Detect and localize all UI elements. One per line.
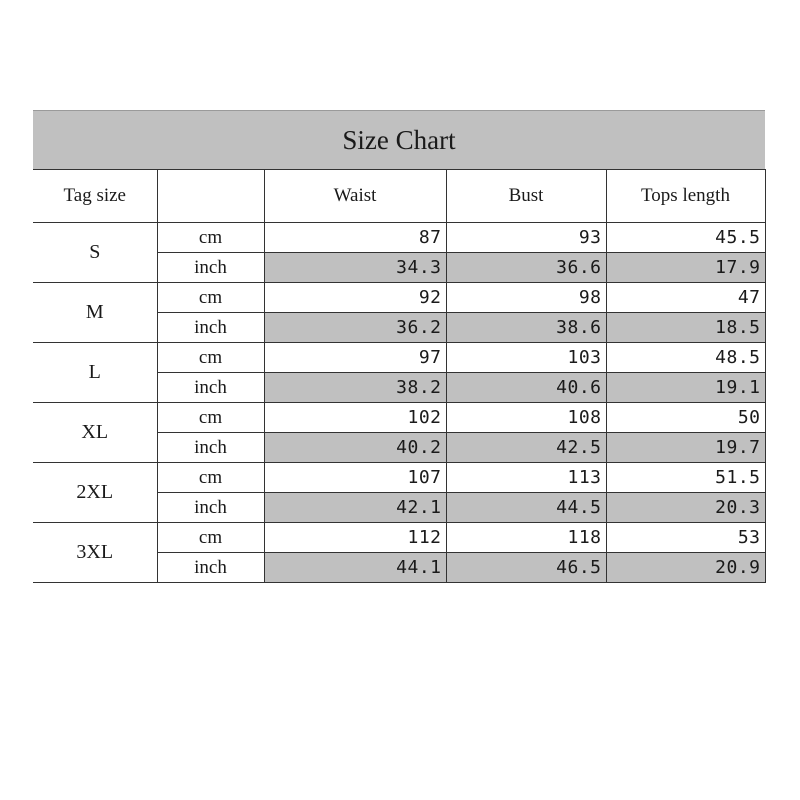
unit-label: inch: [157, 373, 264, 403]
unit-label: cm: [157, 403, 264, 433]
size-label: M: [33, 283, 157, 343]
unit-label: inch: [157, 313, 264, 343]
waist-value: 36.2: [264, 313, 446, 343]
tops-length-value: 45.5: [606, 223, 765, 253]
table-row-cm: [33, 343, 765, 373]
unit-label: cm: [157, 523, 264, 553]
tops-length-value: 20.3: [606, 493, 765, 523]
bust-value: 93: [446, 223, 606, 253]
unit-label: cm: [157, 343, 264, 373]
bust-value: 46.5: [446, 553, 606, 583]
waist-value: 107: [264, 463, 446, 493]
size-label: 2XL: [33, 463, 157, 523]
bust-value: 40.6: [446, 373, 606, 403]
tops-length-value: 18.5: [606, 313, 765, 343]
header-tag-size: Tag size: [33, 170, 157, 223]
header-row: [33, 170, 765, 223]
bust-value: 42.5: [446, 433, 606, 463]
table-row-cm: [33, 283, 765, 313]
waist-value: 40.2: [264, 433, 446, 463]
bust-value: 108: [446, 403, 606, 433]
unit-label: inch: [157, 433, 264, 463]
bust-value: 103: [446, 343, 606, 373]
tops-length-value: 20.9: [606, 553, 765, 583]
size-label: S: [33, 223, 157, 283]
bust-value: 38.6: [446, 313, 606, 343]
tops-length-value: 53: [606, 523, 765, 553]
waist-value: 38.2: [264, 373, 446, 403]
unit-label: inch: [157, 553, 264, 583]
tops-length-value: 19.7: [606, 433, 765, 463]
tops-length-value: 50: [606, 403, 765, 433]
bust-value: 113: [446, 463, 606, 493]
unit-label: cm: [157, 223, 264, 253]
unit-label: cm: [157, 463, 264, 493]
tops-length-value: 47: [606, 283, 765, 313]
bust-value: 36.6: [446, 253, 606, 283]
waist-value: 112: [264, 523, 446, 553]
size-label: XL: [33, 403, 157, 463]
waist-value: 44.1: [264, 553, 446, 583]
header-waist: Waist: [264, 170, 446, 223]
bust-value: 118: [446, 523, 606, 553]
tops-length-value: 19.1: [606, 373, 765, 403]
tops-length-value: 17.9: [606, 253, 765, 283]
table-row-cm: [33, 403, 765, 433]
header-tops-length: Tops length: [606, 170, 765, 223]
waist-value: 34.3: [264, 253, 446, 283]
table-row-cm: [33, 223, 765, 253]
size-label: 3XL: [33, 523, 157, 583]
tops-length-value: 48.5: [606, 343, 765, 373]
waist-value: 87: [264, 223, 446, 253]
table-row-cm: [33, 463, 765, 493]
tops-length-value: 51.5: [606, 463, 765, 493]
waist-value: 92: [264, 283, 446, 313]
unit-label: inch: [157, 253, 264, 283]
waist-value: 102: [264, 403, 446, 433]
waist-value: 97: [264, 343, 446, 373]
unit-label: cm: [157, 283, 264, 313]
bust-value: 44.5: [446, 493, 606, 523]
unit-label: inch: [157, 493, 264, 523]
size-chart: [33, 110, 765, 583]
header-bust: Bust: [446, 170, 606, 223]
chart-title: Size Chart: [33, 110, 765, 169]
size-table: [33, 169, 766, 583]
header-unit: [157, 170, 264, 223]
bust-value: 98: [446, 283, 606, 313]
size-label: L: [33, 343, 157, 403]
table-row-cm: [33, 523, 765, 553]
waist-value: 42.1: [264, 493, 446, 523]
